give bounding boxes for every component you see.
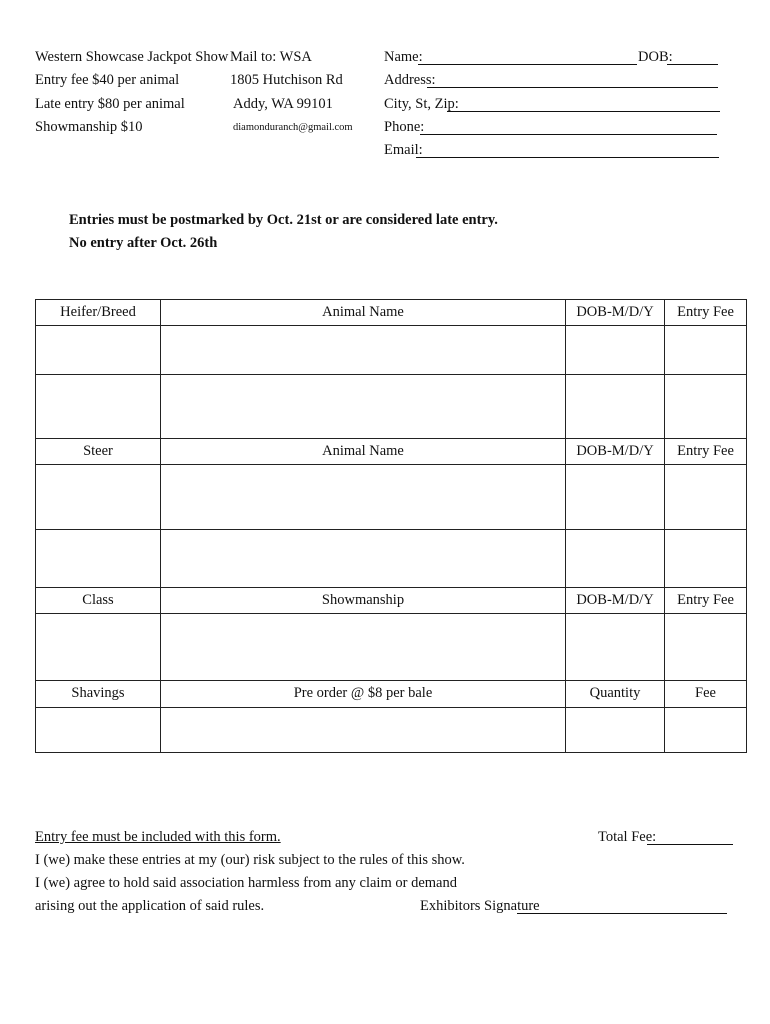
late-entry-text: Late entry $80 per animal	[35, 96, 185, 112]
deadline-notice: No entry after Oct. 26th	[69, 235, 218, 251]
table-row	[36, 708, 747, 753]
dob-cell[interactable]	[566, 465, 665, 530]
city-field[interactable]	[447, 98, 720, 112]
class-header-row	[36, 588, 747, 614]
table-row	[36, 614, 747, 681]
animal-name-header: Animal Name	[161, 439, 566, 465]
shavings-header: Shavings	[36, 681, 161, 708]
steer-header-row	[36, 439, 747, 465]
signature-label: Exhibitors Signature	[420, 898, 540, 914]
signature-field[interactable]	[517, 900, 727, 914]
dob-header: DOB-M/D/Y	[566, 439, 665, 465]
heifer-breed-cell[interactable]	[36, 326, 161, 375]
entry-fee-text: Entry fee $40 per animal	[35, 72, 180, 88]
city-label: City, St, Zip:	[384, 96, 459, 112]
class-header: Class	[36, 588, 161, 614]
heifer-breed-header: Heifer/Breed	[36, 300, 161, 326]
dob-header: DOB-M/D/Y	[566, 588, 665, 614]
table-row	[36, 530, 747, 588]
address-field[interactable]	[427, 74, 718, 88]
entry-fee-cell[interactable]	[665, 530, 747, 588]
email-field[interactable]	[416, 144, 719, 158]
dob-cell[interactable]	[566, 614, 665, 681]
terms-line-2: I (we) agree to hold said association harmless from any claim or demand	[35, 875, 457, 891]
entry-fee-cell[interactable]	[665, 614, 747, 681]
preorder-header: Pre order @ $8 per bale	[161, 681, 566, 708]
dob-header: DOB-M/D/Y	[566, 300, 665, 326]
total-fee-label: Total Fee:	[598, 829, 657, 845]
name-label: Name:	[384, 49, 423, 65]
animal-name-cell[interactable]	[161, 530, 566, 588]
shavings-header-row	[36, 681, 747, 708]
entry-fee-header: Entry Fee	[665, 439, 747, 465]
showmanship-cell[interactable]	[161, 614, 566, 681]
quantity-header: Quantity	[566, 681, 665, 708]
name-field[interactable]	[418, 51, 637, 65]
quantity-cell[interactable]	[566, 708, 665, 753]
address-line-2: Addy, WA 99101	[233, 96, 333, 112]
entry-fee-header: Entry Fee	[665, 588, 747, 614]
shavings-cell[interactable]	[36, 708, 161, 753]
contact-email: diamonduranch@gmail.com	[233, 122, 353, 133]
steer-cell[interactable]	[36, 530, 161, 588]
table-row	[36, 375, 747, 439]
entry-fee-cell[interactable]	[665, 375, 747, 439]
steer-cell[interactable]	[36, 465, 161, 530]
table-row	[36, 465, 747, 530]
showmanship-header: Showmanship	[161, 588, 566, 614]
entry-table	[35, 299, 747, 753]
dob-label: DOB:	[638, 49, 673, 65]
terms-line-3: arising out the application of said rules.	[35, 898, 265, 914]
showmanship-fee-text: Showmanship $10	[35, 119, 143, 135]
animal-name-cell[interactable]	[161, 326, 566, 375]
total-fee-field[interactable]	[647, 831, 733, 845]
fee-cell[interactable]	[665, 708, 747, 753]
dob-cell[interactable]	[566, 326, 665, 375]
entry-fee-header: Entry Fee	[665, 300, 747, 326]
entry-fee-cell[interactable]	[665, 326, 747, 375]
fee-included-notice: Entry fee must be included with this form.	[35, 829, 281, 845]
class-cell[interactable]	[36, 614, 161, 681]
terms-line-1: I (we) make these entries at my (our) risk subject to the rules of this show.	[35, 852, 465, 868]
dob-cell[interactable]	[566, 375, 665, 439]
address-line-1: 1805 Hutchison Rd	[230, 72, 343, 88]
preorder-cell[interactable]	[161, 708, 566, 753]
dob-field[interactable]	[667, 51, 718, 65]
phone-label: Phone:	[384, 119, 425, 135]
email-label: Email:	[384, 142, 423, 158]
heifer-breed-cell[interactable]	[36, 375, 161, 439]
animal-name-header: Animal Name	[161, 300, 566, 326]
entry-fee-cell[interactable]	[665, 465, 747, 530]
address-label: Address:	[384, 72, 436, 88]
phone-field[interactable]	[420, 121, 717, 135]
show-title: Western Showcase Jackpot Show	[35, 49, 229, 65]
fee-header: Fee	[665, 681, 747, 708]
steer-header: Steer	[36, 439, 161, 465]
animal-name-cell[interactable]	[161, 465, 566, 530]
table-row	[36, 326, 747, 375]
animal-name-cell[interactable]	[161, 375, 566, 439]
dob-cell[interactable]	[566, 530, 665, 588]
mail-to-text: Mail to: WSA	[230, 49, 312, 65]
heifer-header-row	[36, 300, 747, 326]
postmark-notice: Entries must be postmarked by Oct. 21st or are considered late entry.	[69, 212, 498, 228]
